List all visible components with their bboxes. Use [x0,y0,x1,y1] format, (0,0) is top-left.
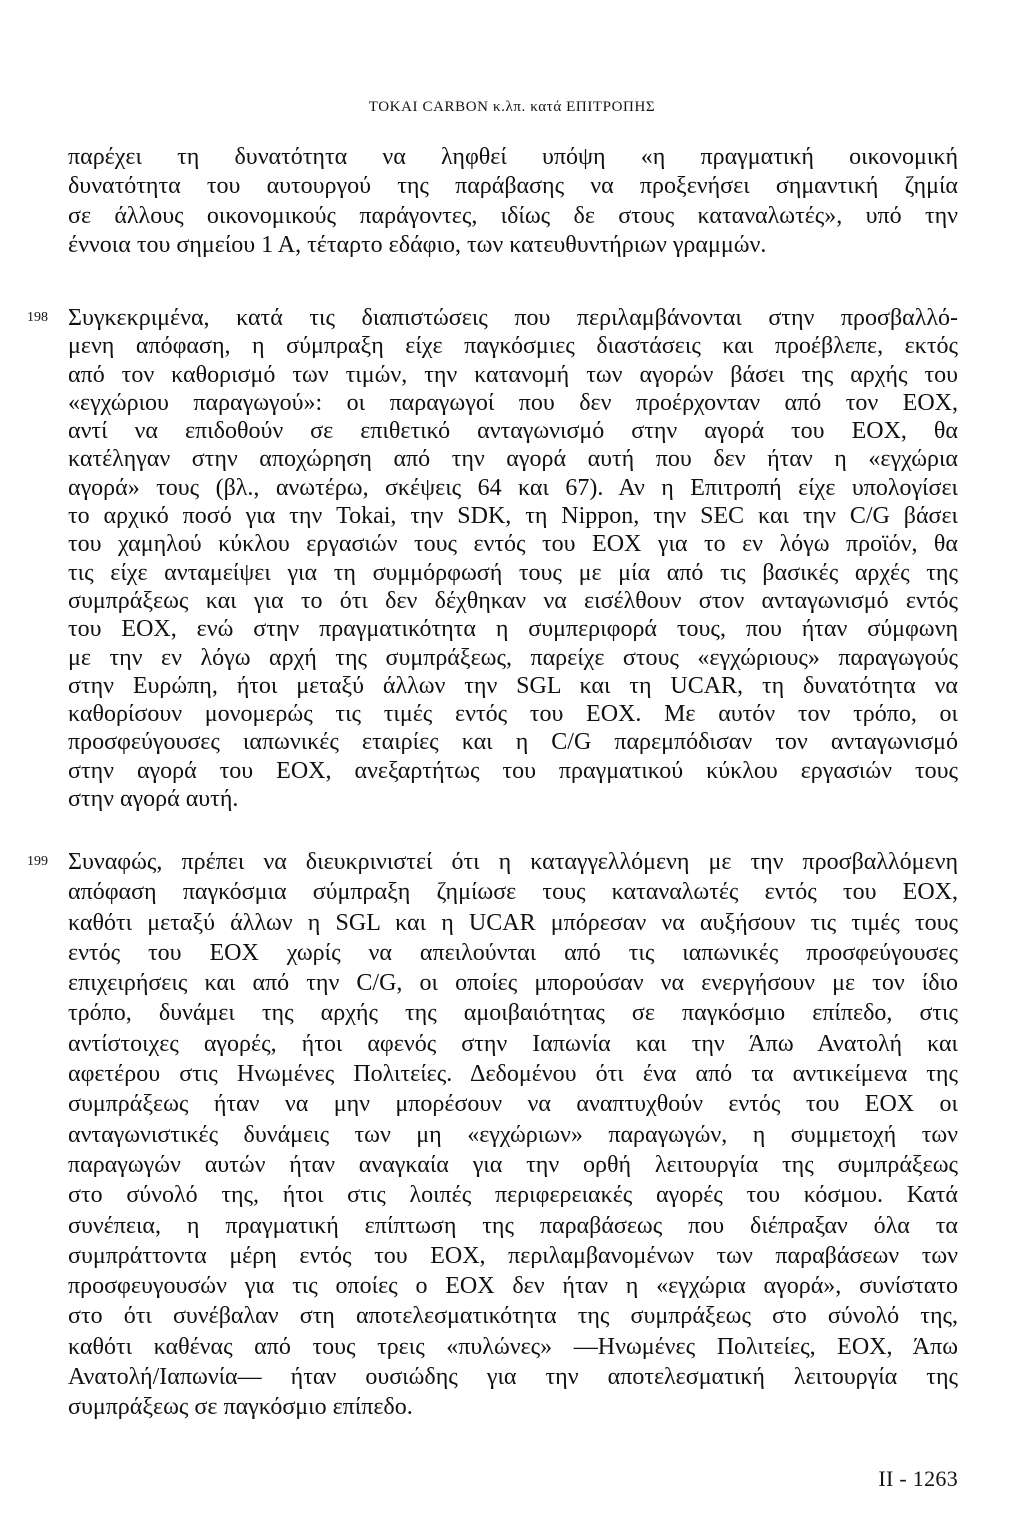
text-line: κατέληγαν στην αποχώρηση από την αγορά αυτή που δεν ήταν η «εγχώρια [68,446,958,473]
text-line: από τον καθορισμό των τιμών, την κατανομή των αγορών βάσει της αρχής του [68,361,958,388]
text-line: παραγωγών αυτών ήταν αναγκαία για την ορθή λειτουργία της συμπράξεως [68,1151,958,1178]
text-line: Συναφώς, πρέπει να διευκρινιστεί ότι η καταγγελλόμενη με την προσβαλλόμενη [68,849,958,875]
paragraph-198 [27,304,958,813]
text-line: παρέχει τη δυνατότητα να ληφθεί υπόψη «η πραγματική οικονομική [68,144,958,170]
text-line: στο ότι συνέβαλαν στη αποτελεσματικότητα της συμπράξεως στο σύνολό της, [68,1303,958,1330]
text-line: καθότι μεταξύ άλλων η SGL και η UCAR μπόρεσαν να αυξήσουν τις τιμές τους [68,909,958,936]
text-line: αντί να επιδοθούν σε επιθετικό ανταγωνισμό στην αγορά του ΕΟΧ, θα [68,418,958,445]
text-line: απόφαση παγκόσμια σύμπραξη ζημίωσε τους καταναλωτές εντός του ΕΟΧ, [68,879,958,906]
text-line: μενη απόφαση, η σύμπραξη είχε παγκόσμιες διαστάσεις και προέβλεπε, εκτός [68,333,958,360]
text-line: συμπράξεως ήταν να μην μπορέσουν να αναπτυχθούν εντός του ΕΟΧ οι [68,1091,958,1118]
text-line: με την εν λόγω αρχή της συμπράξεως, παρείχε στους «εγχώριους» παραγωγούς [68,644,958,671]
text-line: καθορίσουν μονομερώς τις τιμές εντός του ΕΟΧ. Με αυτόν τον τρόπο, οι [68,701,958,728]
text-line: καθότι καθένας από τους τρεις «πυλώνες» —Ηνωμένες Πολιτείες, ΕΟΧ, Άπω [68,1333,958,1360]
paragraph-199 [27,847,958,1423]
text-line: δυνατότητα του αυτουργού της παράβασης να προξενήσει σημαντική ζημία [68,173,958,200]
text-line: συμπράττοντα μέρη εντός του ΕΟΧ, περιλαμβανομένων των παραβάσεων των [68,1242,958,1269]
text-line: επιχειρήσεις και από την C/G, οι οποίες μπορούσαν να ενεργήσουν με τον ίδιο [68,970,958,997]
text-line: τις είχε ανταμείψει για τη συμμόρφωσή τους με μία από τις βασικές αρχές της [68,559,958,586]
text-line: «εγχώριου παραγωγού»: οι παραγωγοί που δεν προέρχονταν από τον ΕΟΧ, [68,389,958,416]
running-header: TOKAI CARBON κ.λπ. κατά ΕΠΙΤΡΟΠΗΣ [368,99,656,115]
text-line: συμπράξεως και για το ότι δεν δέχθηκαν να εισέλθουν στον ανταγωνισμό εντός [68,587,958,614]
text-line: Ανατολή/Ιαπωνία— ήταν ουσιώδης για την αποτελεσματική λειτουργία της [68,1364,958,1391]
text-line: αφετέρου στις Ηνωμένες Πολιτείες. Δεδομένου ότι ένα από τα αντικείμενα της [68,1061,958,1088]
text-line: Συγκεκριμένα, κατά τις διαπιστώσεις που περιλαμβάνονται στην προσβαλλό- [68,305,958,331]
paragraph-number: 198 [27,310,48,325]
text-line: αντίστοιχες αγορές, ήτοι αφενός στην Ιαπωνία και την Άπω Ανατολή και [68,1030,958,1057]
paragraph-number: 199 [27,854,48,869]
text-line: συμπράξεως σε παγκόσμιο επίπεδο. [68,1394,413,1421]
text-line: εντός του ΕΟΧ χωρίς να απειλούνται από τις ιαπωνικές προσφεύγουσες [68,939,958,966]
text-line: στην αγορά αυτή. [68,786,239,813]
text-line: συνέπεια, η πραγματική επίπτωση της παραβάσεως που διέπραξαν όλα τα [68,1212,958,1239]
text-line: στην Ευρώπη, ήτοι μεταξύ άλλων την SGL και τη UCAR, τη δυνατότητα να [68,672,958,699]
text-line: ανταγωνιστικές δυνάμεις των μη «εγχώριων» παραγωγών, η συμμετοχή των [68,1121,958,1148]
text-line: του χαμηλού κύκλου εργασιών τους εντός του ΕΟΧ για το εν λόγω προϊόν, θα [68,531,958,558]
text-line: στην αγορά του ΕΟΧ, ανεξαρτήτως του πραγματικού κύκλου εργασιών τους [68,757,958,784]
text-line: αγορά» τους (βλ., ανωτέρω, σκέψεις 64 και 67). Αν η Επιτροπή είχε υπολογίσει [68,474,958,501]
text-line: προσφευγουσών για τις οποίες ο ΕΟΧ δεν ήταν η «εγχώρια αγορά», συνίστατο [68,1273,958,1300]
text-line: έννοια του σημείου 1 Α, τέταρτο εδάφιο, των κατευθυντήριων γραμμών. [68,231,767,258]
text-line: σε άλλους οικονομικούς παράγοντες, ιδίως δε στους καταναλωτές», υπό την [68,202,958,229]
text-line: του ΕΟΧ, ενώ στην πραγματικότητα η συμπεριφορά τους, που ήταν σύμφωνη [68,616,958,643]
text-line: στο σύνολό της, ήτοι στις λοιπές περιφερειακές αγορές του κόσμου. Κατά [68,1182,958,1209]
text-line: το αρχικό ποσό για την Tokai, την SDK, τη Nippon, την SEC και την C/G βάσει [68,503,958,530]
text-line: τρόπο, δυνάμει της αρχής της αμοιβαιότητας σε παγκόσμιο επίπεδο, στις [68,1000,958,1027]
page-number: II - 1263 [878,1466,958,1491]
text-line: προσφεύγουσες ιαπωνικές εταιρίες και η C/G παρεμπόδισαν τον ανταγωνισμό [68,729,958,756]
paragraph-continuation [68,143,958,260]
